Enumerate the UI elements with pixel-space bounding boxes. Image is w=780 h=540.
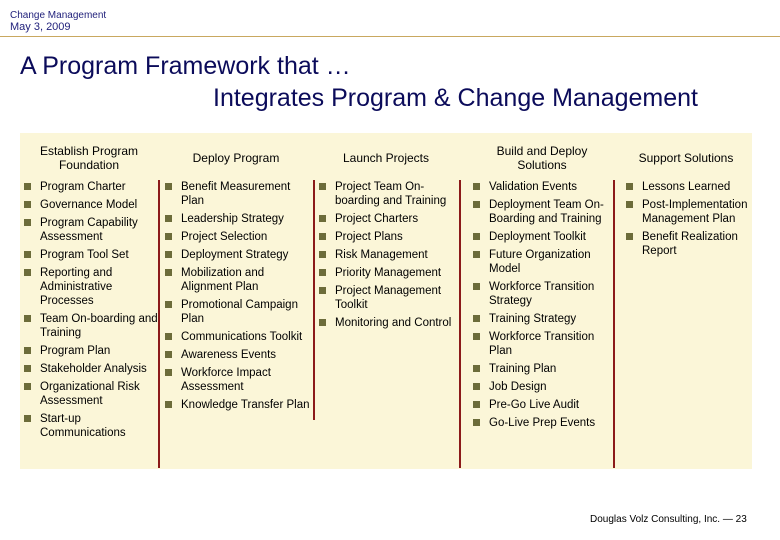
square-bullet-icon bbox=[165, 233, 172, 240]
list-item bbox=[469, 280, 615, 308]
square-bullet-icon bbox=[319, 183, 326, 190]
list-item-label: Communications Toolkit bbox=[181, 331, 303, 343]
list-item bbox=[20, 266, 158, 308]
list-item bbox=[161, 348, 311, 362]
column-items bbox=[622, 180, 750, 262]
column-heading: Deploy Program bbox=[192, 151, 280, 165]
column-build-and-deploy-solutions bbox=[469, 133, 615, 469]
list-item bbox=[469, 180, 615, 194]
list-item-label: Program Tool Set bbox=[40, 249, 129, 261]
square-bullet-icon bbox=[473, 251, 480, 258]
list-item-label: Post-Implementation Management Plan bbox=[642, 199, 748, 225]
square-bullet-icon bbox=[473, 383, 480, 390]
square-bullet-icon bbox=[24, 415, 31, 422]
square-bullet-icon bbox=[626, 183, 633, 190]
list-item-label: Training Strategy bbox=[489, 313, 577, 325]
square-bullet-icon bbox=[473, 401, 480, 408]
list-item-label: Deployment Team On-Boarding and Training bbox=[489, 199, 604, 225]
square-bullet-icon bbox=[319, 233, 326, 240]
list-item bbox=[20, 362, 158, 376]
list-item bbox=[20, 216, 158, 244]
list-item-label: Priority Management bbox=[335, 267, 442, 279]
column-divider bbox=[613, 180, 615, 468]
list-item-label: Project Team On-boarding and Training bbox=[335, 181, 447, 207]
list-item-label: Go-Live Prep Events bbox=[489, 417, 596, 429]
list-item bbox=[20, 198, 158, 212]
square-bullet-icon bbox=[473, 365, 480, 372]
list-item bbox=[622, 230, 750, 258]
list-item-label: Future Organization Model bbox=[489, 249, 591, 275]
list-item bbox=[20, 180, 158, 194]
column-items bbox=[315, 180, 457, 334]
square-bullet-icon bbox=[165, 369, 172, 376]
list-item-label: Workforce Impact Assessment bbox=[181, 367, 271, 393]
list-item bbox=[315, 180, 457, 208]
list-item-label: Governance Model bbox=[40, 199, 138, 211]
list-item-label: Job Design bbox=[489, 381, 547, 393]
list-item bbox=[469, 198, 615, 226]
list-item bbox=[161, 366, 311, 394]
list-item bbox=[20, 380, 158, 408]
square-bullet-icon bbox=[24, 269, 31, 276]
list-item-label: Benefit Measurement Plan bbox=[181, 181, 291, 207]
list-item-label: Program Charter bbox=[40, 181, 126, 193]
square-bullet-icon bbox=[24, 183, 31, 190]
list-item bbox=[20, 412, 158, 440]
header-date: May 3, 2009 bbox=[10, 21, 71, 33]
list-item-label: Monitoring and Control bbox=[335, 317, 452, 329]
list-item-label: Program Capability Assessment bbox=[40, 217, 138, 243]
list-item-label: Deployment Strategy bbox=[181, 249, 289, 261]
list-item bbox=[161, 212, 311, 226]
square-bullet-icon bbox=[473, 419, 480, 426]
column-items bbox=[20, 180, 158, 444]
list-item bbox=[469, 230, 615, 244]
list-item-label: Promotional Campaign Plan bbox=[181, 299, 298, 325]
title-line-1: A Program Framework that … bbox=[20, 52, 351, 80]
column-heading: Establish Program Foundation bbox=[39, 144, 139, 172]
list-item-label: Stakeholder Analysis bbox=[40, 363, 147, 375]
list-item-label: Workforce Transition Plan bbox=[489, 331, 595, 357]
page-title bbox=[20, 50, 698, 114]
title-line-2: Integrates Program & Change Management bbox=[213, 84, 698, 112]
list-item-label: Workforce Transition Strategy bbox=[489, 281, 595, 307]
square-bullet-icon bbox=[165, 333, 172, 340]
list-item-label: Mobilization and Alignment Plan bbox=[181, 267, 265, 293]
list-item-label: Lessons Learned bbox=[642, 181, 731, 193]
square-bullet-icon bbox=[319, 251, 326, 258]
list-item bbox=[622, 180, 750, 194]
list-item-label: Project Management Toolkit bbox=[335, 285, 442, 311]
square-bullet-icon bbox=[473, 315, 480, 322]
list-item-label: Project Charters bbox=[335, 213, 419, 225]
list-item-label: Deployment Toolkit bbox=[489, 231, 586, 243]
square-bullet-icon bbox=[165, 183, 172, 190]
square-bullet-icon bbox=[473, 333, 480, 340]
list-item bbox=[469, 330, 615, 358]
list-item bbox=[161, 230, 311, 244]
column-heading: Build and Deploy Solutions bbox=[496, 144, 588, 172]
header-org: Change Management bbox=[10, 10, 107, 21]
square-bullet-icon bbox=[24, 315, 31, 322]
list-item bbox=[315, 316, 457, 330]
column-heading: Support Solutions bbox=[638, 151, 734, 165]
column-items bbox=[469, 180, 615, 434]
square-bullet-icon bbox=[626, 233, 633, 240]
list-item-label: Program Plan bbox=[40, 345, 111, 357]
list-item bbox=[469, 416, 615, 430]
square-bullet-icon bbox=[165, 215, 172, 222]
square-bullet-icon bbox=[473, 233, 480, 240]
list-item bbox=[20, 344, 158, 358]
square-bullet-icon bbox=[165, 269, 172, 276]
list-item-label: Validation Events bbox=[489, 181, 578, 193]
list-item-label: Project Plans bbox=[335, 231, 403, 243]
square-bullet-icon bbox=[24, 383, 31, 390]
list-item bbox=[469, 362, 615, 376]
list-item bbox=[161, 180, 311, 208]
list-item bbox=[161, 266, 311, 294]
column-items bbox=[161, 180, 311, 416]
list-item bbox=[469, 398, 615, 412]
list-item bbox=[20, 312, 158, 340]
footer-credit: Douglas Volz Consulting, Inc. — 23 bbox=[590, 514, 747, 525]
square-bullet-icon bbox=[165, 251, 172, 258]
list-item-label: Project Selection bbox=[181, 231, 268, 243]
square-bullet-icon bbox=[319, 319, 326, 326]
list-item bbox=[161, 330, 311, 344]
list-item bbox=[469, 380, 615, 394]
list-item-label: Risk Management bbox=[335, 249, 428, 261]
square-bullet-icon bbox=[626, 201, 633, 208]
list-item-label: Knowledge Transfer Plan bbox=[181, 399, 310, 411]
list-item bbox=[315, 266, 457, 280]
square-bullet-icon bbox=[24, 219, 31, 226]
square-bullet-icon bbox=[473, 183, 480, 190]
list-item-label: Training Plan bbox=[489, 363, 557, 375]
list-item bbox=[161, 298, 311, 326]
square-bullet-icon bbox=[319, 215, 326, 222]
header-rule bbox=[0, 36, 780, 37]
list-item bbox=[315, 212, 457, 226]
list-item bbox=[161, 248, 311, 262]
square-bullet-icon bbox=[165, 301, 172, 308]
square-bullet-icon bbox=[165, 351, 172, 358]
square-bullet-icon bbox=[473, 201, 480, 208]
column-heading: Launch Projects bbox=[342, 151, 430, 165]
column-divider bbox=[459, 180, 461, 468]
list-item-label: Organizational Risk Assessment bbox=[40, 381, 140, 407]
square-bullet-icon bbox=[319, 287, 326, 294]
list-item bbox=[315, 248, 457, 262]
list-item bbox=[161, 398, 311, 412]
list-item-label: Benefit Realization Report bbox=[642, 231, 738, 257]
list-item-label: Reporting and Administrative Processes bbox=[40, 267, 113, 307]
square-bullet-icon bbox=[319, 269, 326, 276]
list-item-label: Leadership Strategy bbox=[181, 213, 284, 225]
column-establish-program-foundation bbox=[20, 133, 158, 469]
list-item bbox=[315, 230, 457, 244]
framework-panel bbox=[20, 133, 752, 469]
list-item bbox=[469, 248, 615, 276]
list-item-label: Team On-boarding and Training bbox=[40, 313, 158, 339]
square-bullet-icon bbox=[24, 251, 31, 258]
square-bullet-icon bbox=[165, 401, 172, 408]
square-bullet-icon bbox=[24, 365, 31, 372]
column-launch-projects bbox=[315, 133, 457, 469]
list-item-label: Pre-Go Live Audit bbox=[489, 399, 580, 411]
column-support-solutions bbox=[622, 133, 750, 469]
square-bullet-icon bbox=[473, 283, 480, 290]
column-deploy-program bbox=[161, 133, 311, 469]
square-bullet-icon bbox=[24, 347, 31, 354]
list-item-label: Start-up Communications bbox=[40, 413, 126, 439]
list-item-label: Awareness Events bbox=[181, 349, 277, 361]
list-item bbox=[315, 284, 457, 312]
column-divider bbox=[158, 180, 160, 468]
square-bullet-icon bbox=[24, 201, 31, 208]
list-item bbox=[20, 248, 158, 262]
list-item bbox=[469, 312, 615, 326]
list-item bbox=[622, 198, 750, 226]
